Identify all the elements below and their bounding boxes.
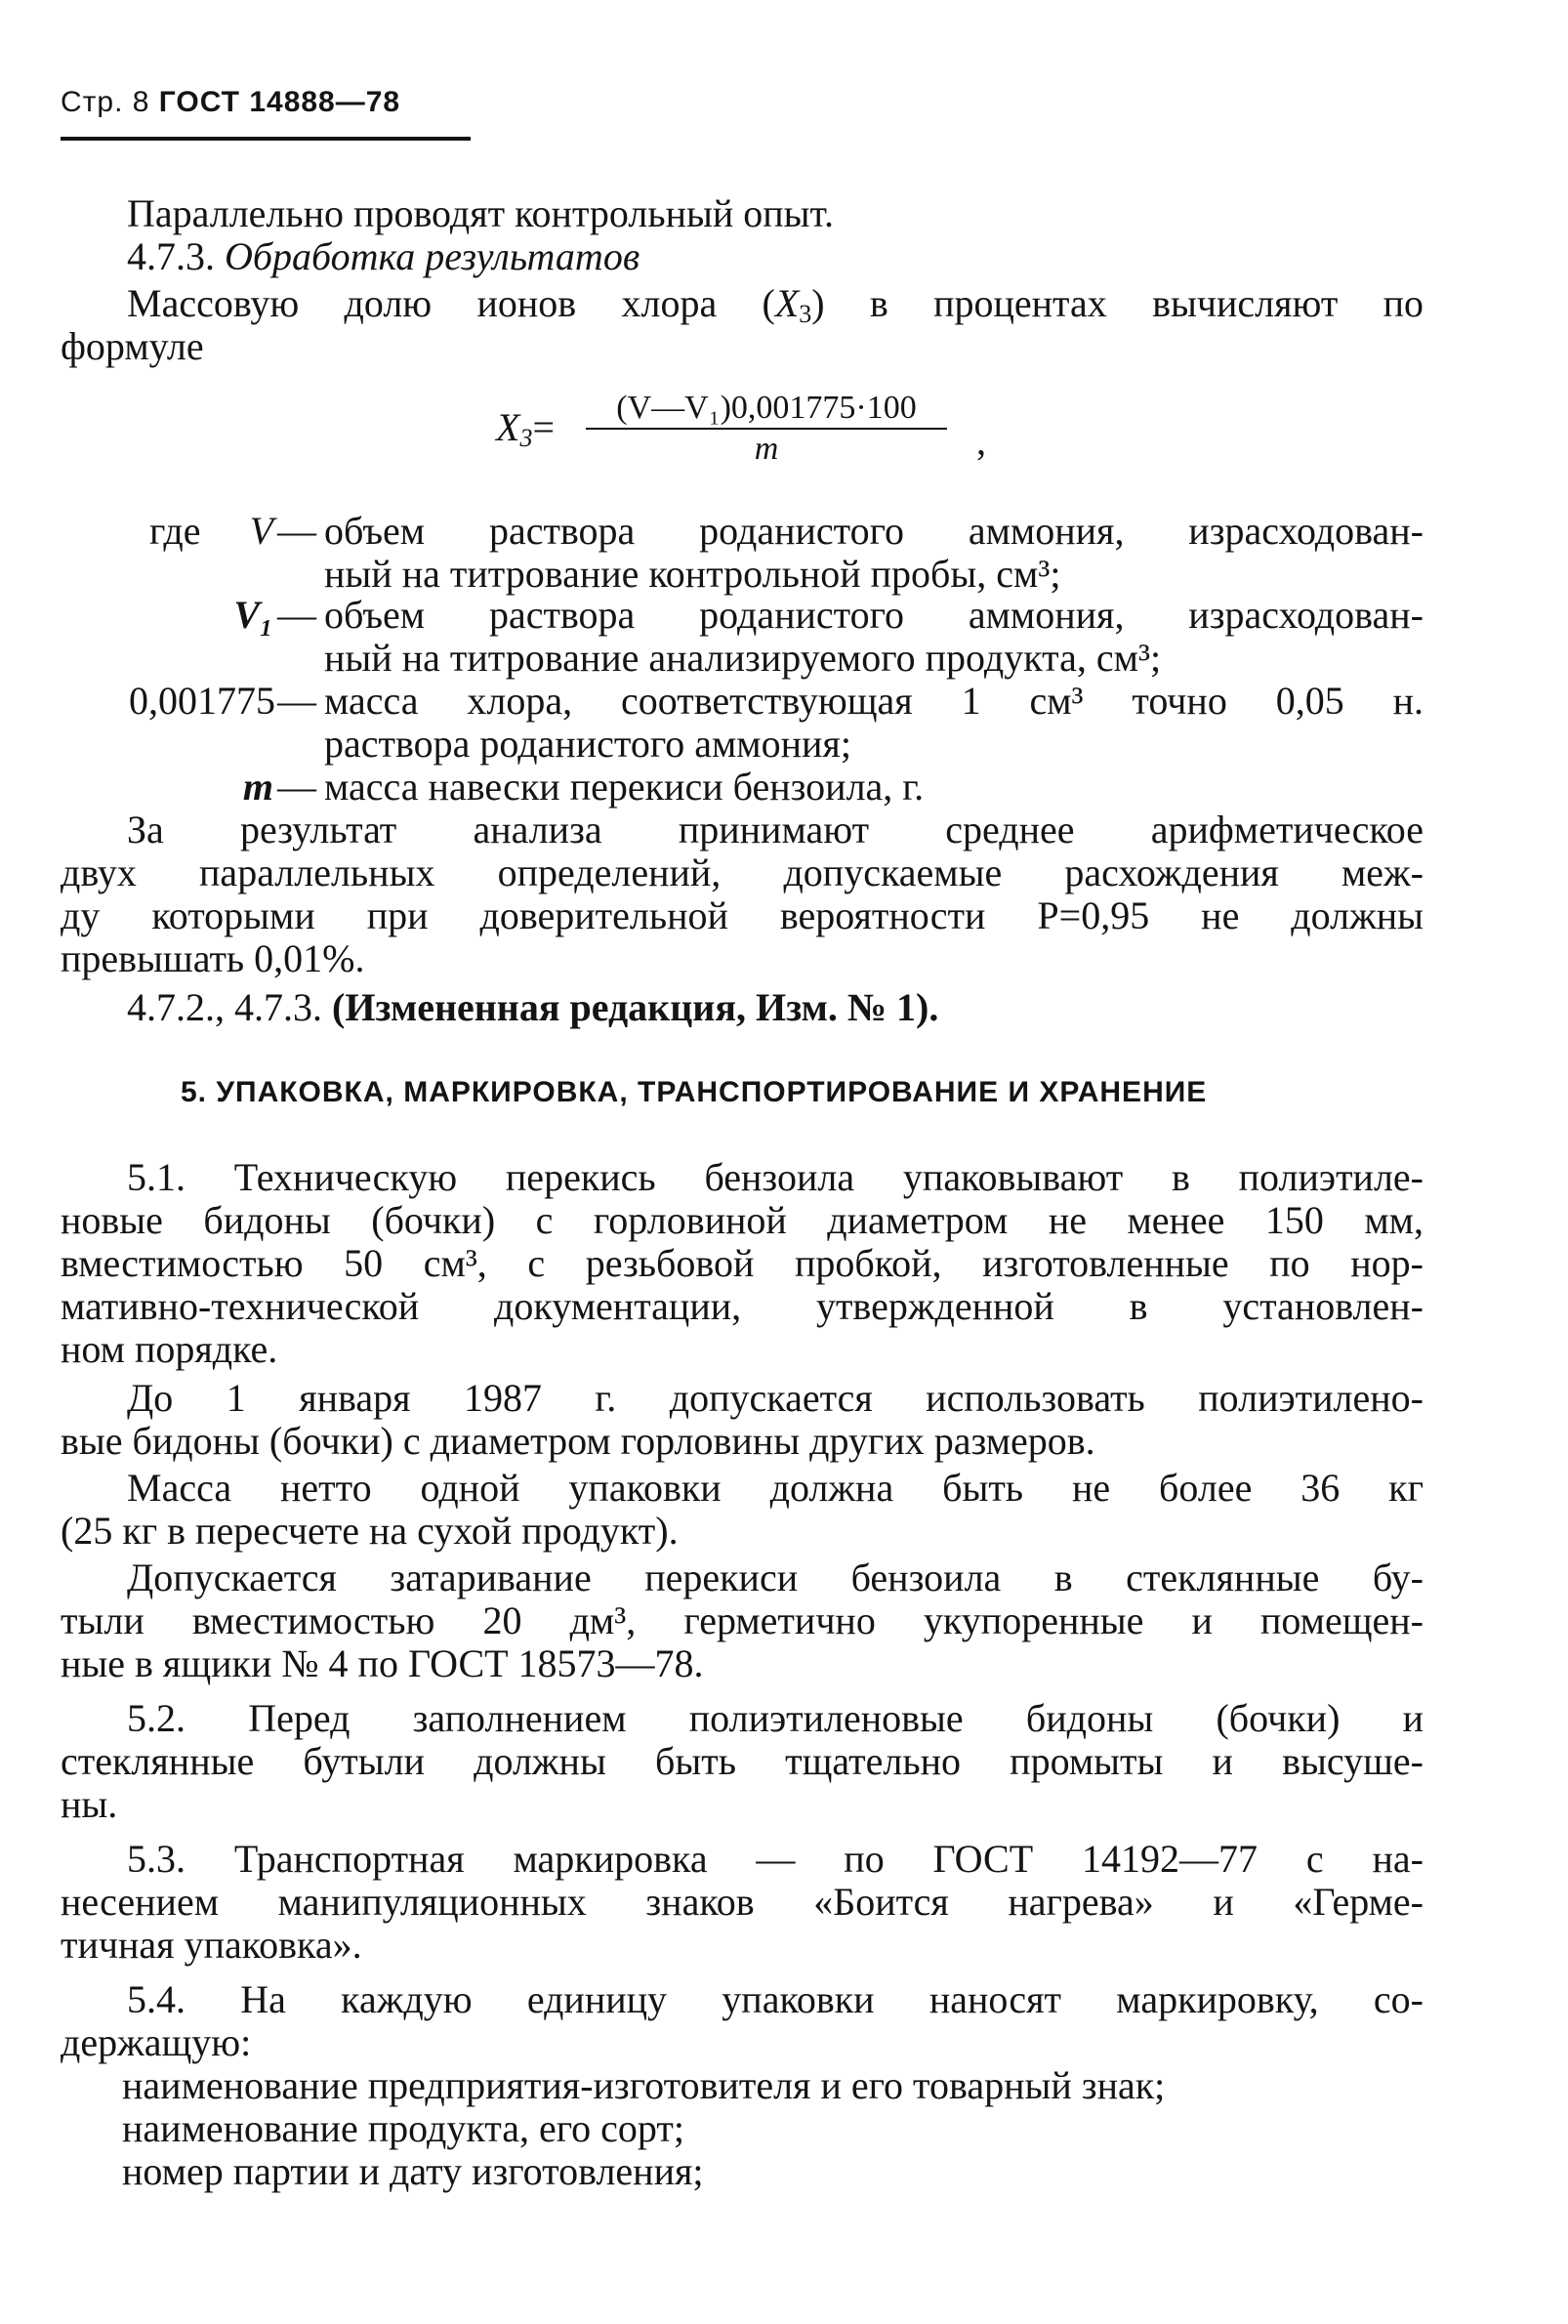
clause-5-1: мативно-технической документации, утвержденной в установлен- (61, 1284, 1424, 1328)
definition-dash: — (277, 679, 316, 723)
formula-comma: , (976, 419, 986, 463)
clause-5-3: несением манипуляционных знаков «Боится нагрева» и «Герме- (61, 1880, 1424, 1924)
definition-text: объем раствора роданистого аммония, израсходован- (324, 509, 1424, 553)
clause-5-1-glass: ные в ящики № 4 по ГОСТ 18573—78. (61, 1641, 704, 1685)
definition-dash: — (277, 509, 316, 553)
clause-title: Обработка результатов (225, 234, 640, 278)
clause-5-2: ны. (61, 1782, 118, 1826)
clause-5-1: 5.1. Техническую перекись бензоила упаковывают в полиэтиле- (127, 1155, 1424, 1199)
clause-5-1: новые бидоны (бочки) с горловиной диаметром не менее 150 мм, (61, 1198, 1424, 1242)
clause-5-1-containers: вые бидоны (бочки) с диаметром горловины других размеров. (61, 1419, 1095, 1463)
formula-numerator: (V—V₁)0,001775·100 (586, 389, 947, 430)
amendment-note: 4.7.2., 4.7.3. (Измененная редакция, Изм. № 1). (127, 985, 939, 1029)
clause-number: 4.7.3. (127, 234, 215, 278)
formula-lhs: $X_3=$ (496, 405, 555, 452)
clause-5-1-mass: (25 кг в пересчете на сухой продукт). (61, 1509, 679, 1553)
paragraph-control-test: Параллельно проводят контрольный опыт. (127, 191, 835, 235)
header-rule (61, 137, 471, 141)
definition-lead: где (149, 509, 201, 553)
formula-fraction (586, 389, 947, 469)
definition-text: объем раствора роданистого аммония, израсходован- (324, 593, 1424, 637)
formula-denominator: m (754, 431, 779, 467)
page-number: Стр. 8 (61, 86, 150, 118)
clause-5-1-mass: Масса нетто одной упаковки должна быть не более 36 кг (127, 1466, 1424, 1510)
paragraph-result: превышать 0,01%. (61, 936, 365, 980)
definition-text: раствора роданистого аммония; (324, 722, 851, 766)
section-title: 5. УПАКОВКА, МАРКИРОВКА, ТРАНСПОРТИРОВАНИЕ И ХРАНЕНИЕ (181, 1076, 1208, 1108)
clause-5-1: ном порядке. (61, 1327, 278, 1371)
paragraph-formula-intro: Массовую долю ионов хлора $(X_3)$ в процентах вычисляют по (127, 281, 1424, 328)
clause-5-4: 5.4. На каждую единицу упаковки наносят маркировку, со- (127, 1977, 1424, 2021)
definition-term: V₁ (233, 593, 273, 637)
clause-5-3: 5.3. Транспортная маркировка — по ГОСТ 14192—77 с на- (127, 1837, 1424, 1881)
clause-5-1-containers: До 1 января 1987 г. допускается использовать полиэтилено- (127, 1376, 1424, 1420)
marking-item: номер партии и дату изготовления; (122, 2149, 704, 2193)
page-header (61, 86, 400, 119)
definition-text: ный на титрование анализируемого продукта, см³; (324, 636, 1162, 680)
definition-dash: — (277, 765, 316, 809)
definition-text: ный на титрование контрольной пробы, см³; (324, 552, 1061, 596)
paragraph-result: ду которыми при доверительной вероятности P=0,95 не должны (61, 893, 1424, 937)
standard-number: ГОСТ 14888—78 (158, 86, 401, 118)
paragraph-heading-473 (127, 235, 640, 278)
definition-term: m (242, 765, 273, 809)
paragraph-result: За результат анализа принимают среднее арифметическое (127, 808, 1424, 851)
definition-term: V (249, 509, 273, 553)
clause-5-3: тичная упаковка». (61, 1923, 362, 1967)
definition-text: масса хлора, соответствующая 1 см³ точно 0,05 н. (324, 679, 1424, 723)
clause-5-2: 5.2. Перед заполнением полиэтиленовые бидоны (бочки) и (127, 1696, 1424, 1740)
clause-5-1-glass: тыли вместимостью 20 дм³, герметично укупоренные и помещен- (61, 1598, 1424, 1642)
definition-dash: — (277, 593, 316, 637)
definition-text: масса навески перекиси бензоила, г. (324, 765, 925, 809)
paragraph-result: двух параллельных определений, допускаемые расхождения меж- (61, 851, 1424, 894)
marking-item: наименование предприятия-изготовителя и его товарный знак; (122, 2063, 1166, 2107)
clause-5-1-glass: Допускается затаривание перекиси бензоила в стеклянные бу- (127, 1556, 1424, 1599)
clause-5-2: стеклянные бутыли должны быть тщательно промыты и высуше- (61, 1739, 1424, 1783)
clause-5-1: вместимостью 50 см³, с резьбовой пробкой, изготовленные по нор- (61, 1241, 1424, 1285)
clause-5-4: держащую: (61, 2020, 252, 2064)
marking-item: наименование продукта, его сорт; (122, 2106, 684, 2150)
definition-term: 0,001775 (129, 679, 275, 723)
paragraph-formula-intro-end: формуле (61, 324, 204, 368)
